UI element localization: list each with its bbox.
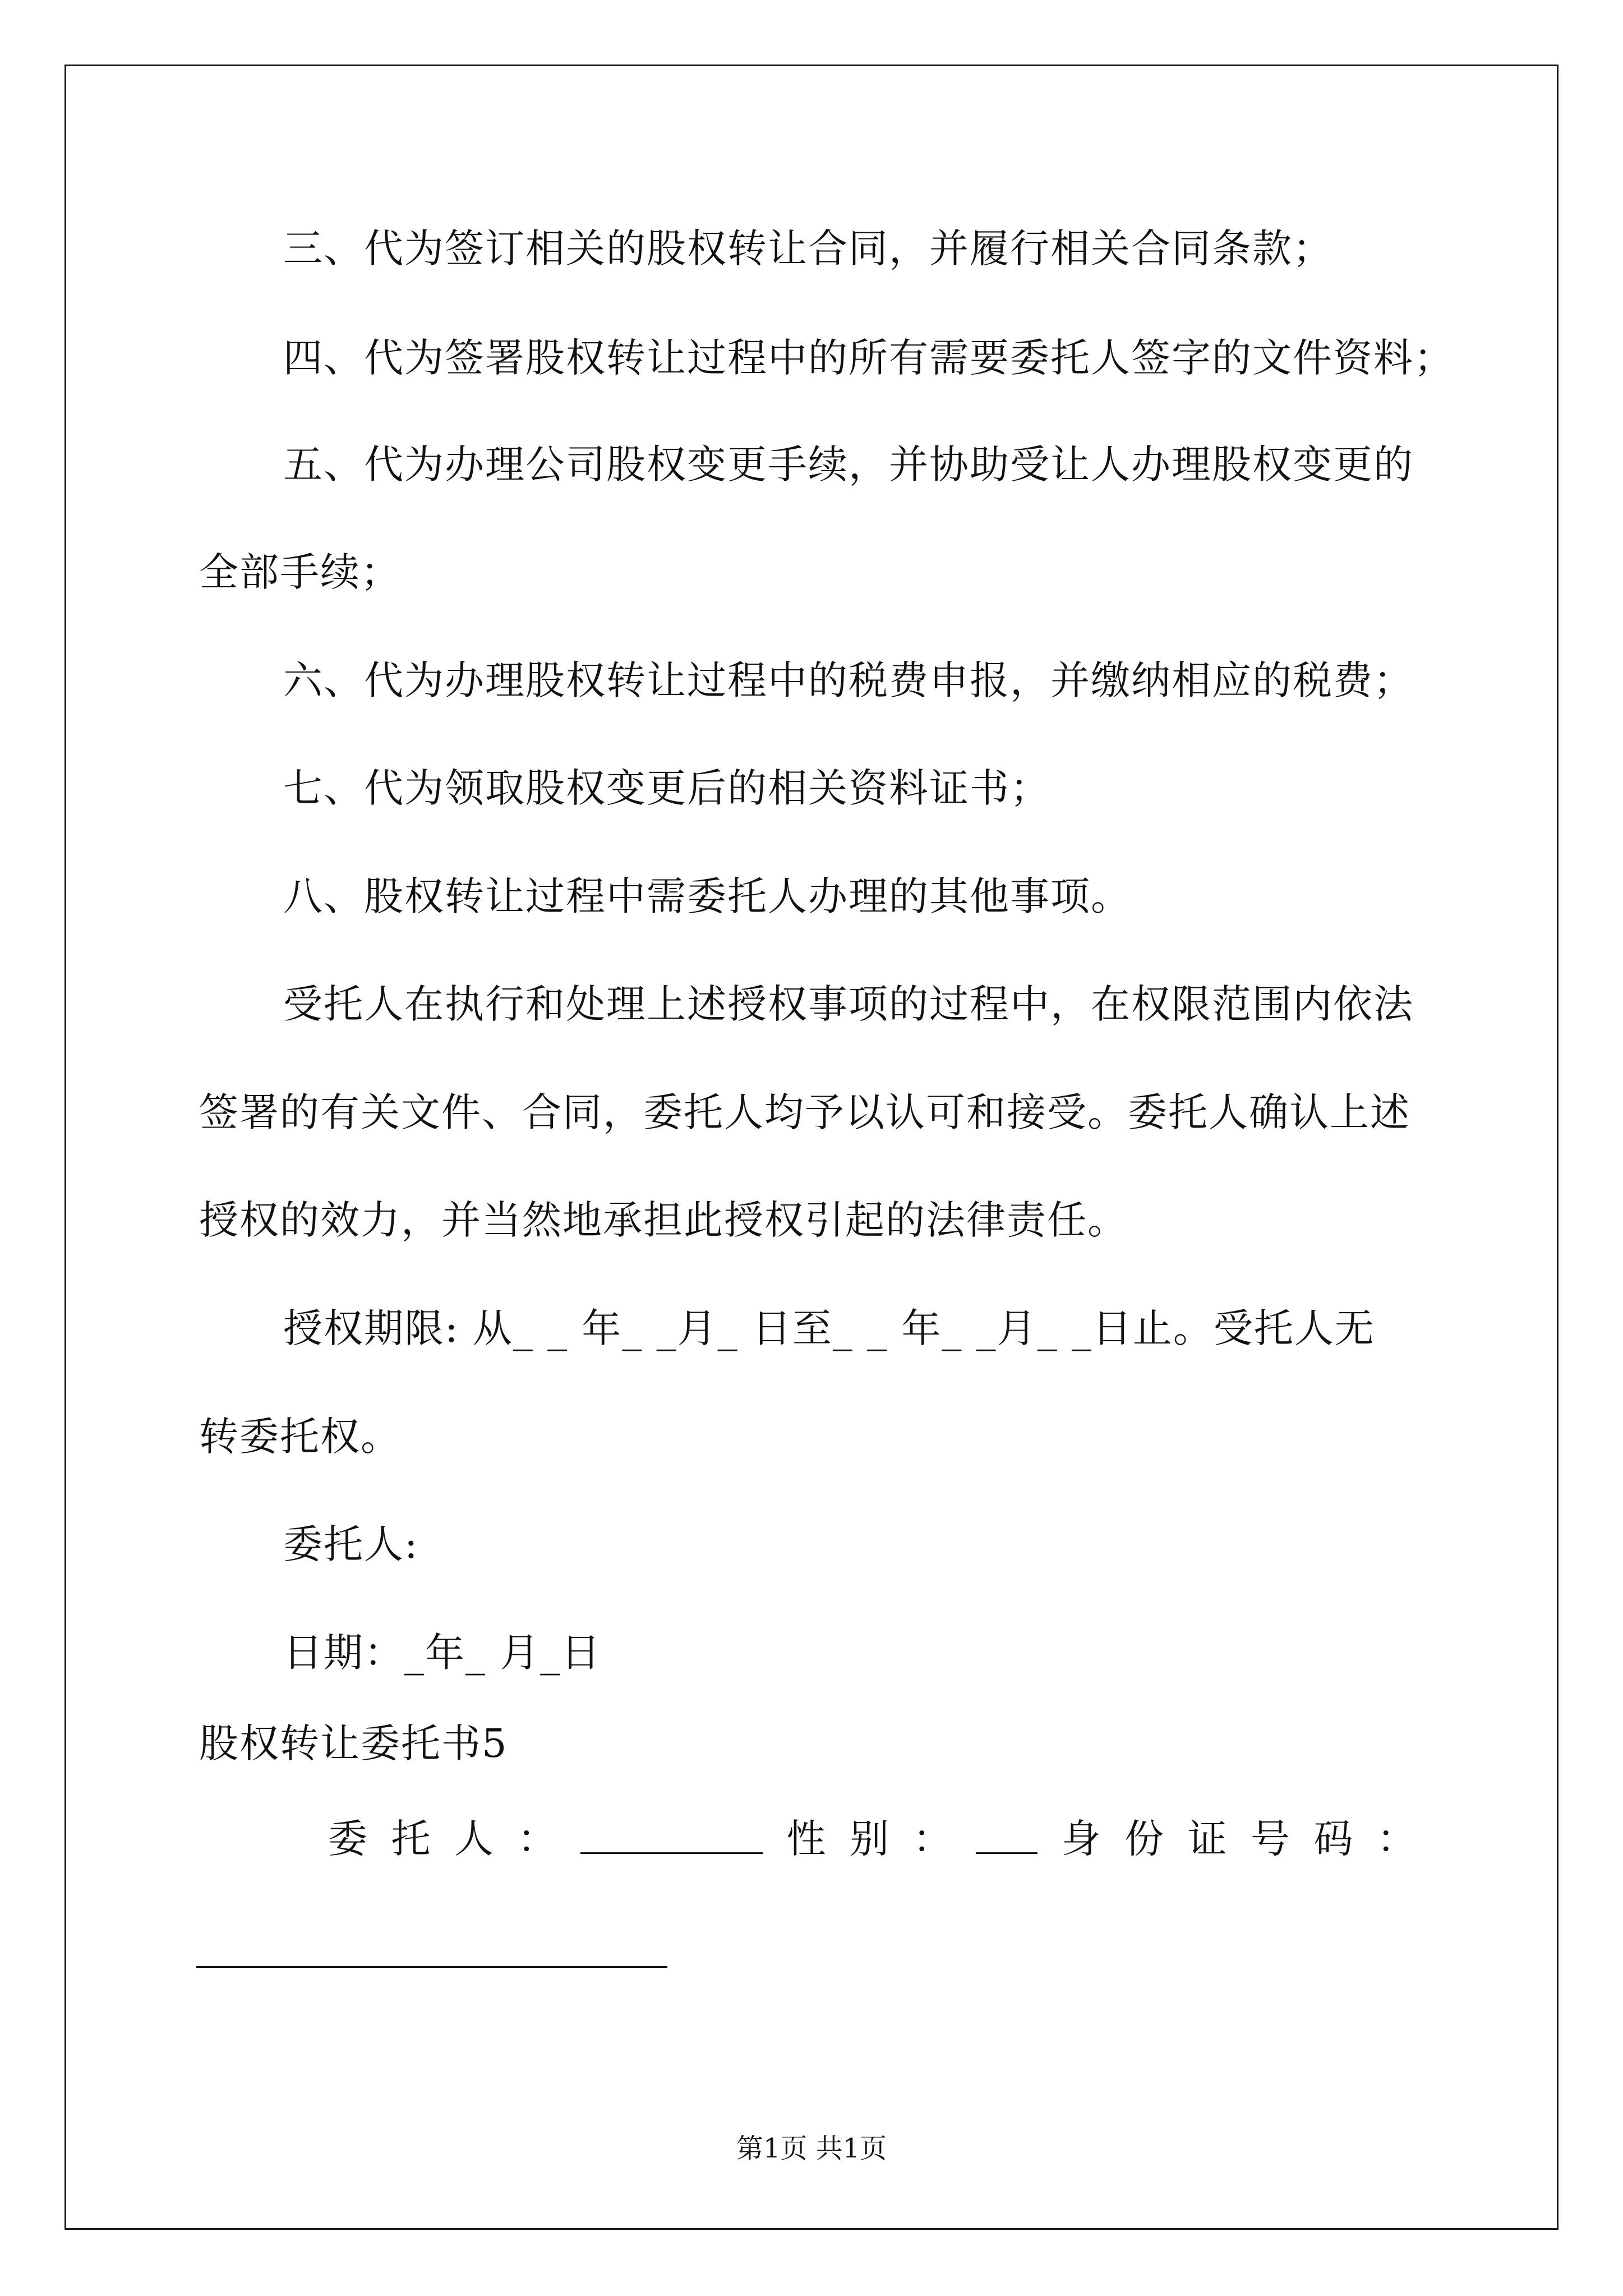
paragraph-confirmation: 受托人在执行和处理上述授权事项的过程中，在权限范围内依法 (283, 981, 1414, 1027)
paragraph-item-7: 七、代为领取股权变更后的相关资料证书； (283, 765, 1050, 811)
principal-signature-label: 委托人: (283, 1521, 419, 1567)
id-number-blank (196, 1966, 667, 1968)
principal-label-char: 人 (454, 1816, 494, 1862)
gender-blank (976, 1812, 1038, 1854)
id-label-char: 证 (1187, 1816, 1227, 1862)
page-border (64, 65, 1559, 2230)
paragraph-item-6: 六、代为办理股权转让过程中的税费申报，并缴纳相应的税费； (283, 657, 1414, 703)
paragraph-confirmation-line2: 签署的有关文件、合同，委托人均予以认可和接受。委托人确认上述 (199, 1089, 1410, 1135)
principal-label-char: 托 (391, 1816, 431, 1862)
principal-label-char: 委 (328, 1816, 367, 1862)
signature-row (328, 1812, 1416, 1866)
paragraph-item-5-continued: 全部手续； (199, 549, 401, 595)
paragraph-item-3: 三、代为签订相关的股权转让合同，并履行相关合同条款； (283, 226, 1333, 272)
gender-label-char: ： (912, 1816, 952, 1862)
paragraph-item-5: 五、代为办理公司股权变更手续，并协助受让人办理股权变更的 (283, 441, 1414, 487)
id-label-char: ： (1377, 1816, 1416, 1862)
id-label-char: 份 (1124, 1816, 1164, 1862)
id-label-char: 身 (1061, 1816, 1101, 1862)
page-footer: 第1页 共1页 (736, 2133, 887, 2164)
gender-label-char: 性 (786, 1816, 826, 1862)
date-label: 日期：_年_ 月_日 (283, 1630, 602, 1676)
paragraph-authorization-period-line2: 转委托权。 (199, 1414, 401, 1460)
id-label-char: 码 (1313, 1816, 1353, 1862)
principal-label-char: ： (517, 1816, 557, 1862)
paragraph-item-4: 四、代为签署股权转让过程中的所有需要委托人签字的文件资料； (283, 335, 1454, 381)
paragraph-authorization-period: 授权期限: 从_ _ 年_ _月_ 日至_ _ 年_ _月_ _日止。受托人无 (283, 1305, 1375, 1351)
paragraph-item-8: 八、股权转让过程中需委托人办理的其他事项。 (283, 873, 1131, 919)
section-title: 股权转让委托书5 (199, 1720, 508, 1766)
paragraph-confirmation-line3: 授权的效力，并当然地承担此授权引起的法律责任。 (199, 1197, 1128, 1243)
id-label-char: 号 (1251, 1816, 1290, 1862)
principal-name-blank (580, 1812, 763, 1854)
gender-label-char: 别 (850, 1816, 889, 1862)
